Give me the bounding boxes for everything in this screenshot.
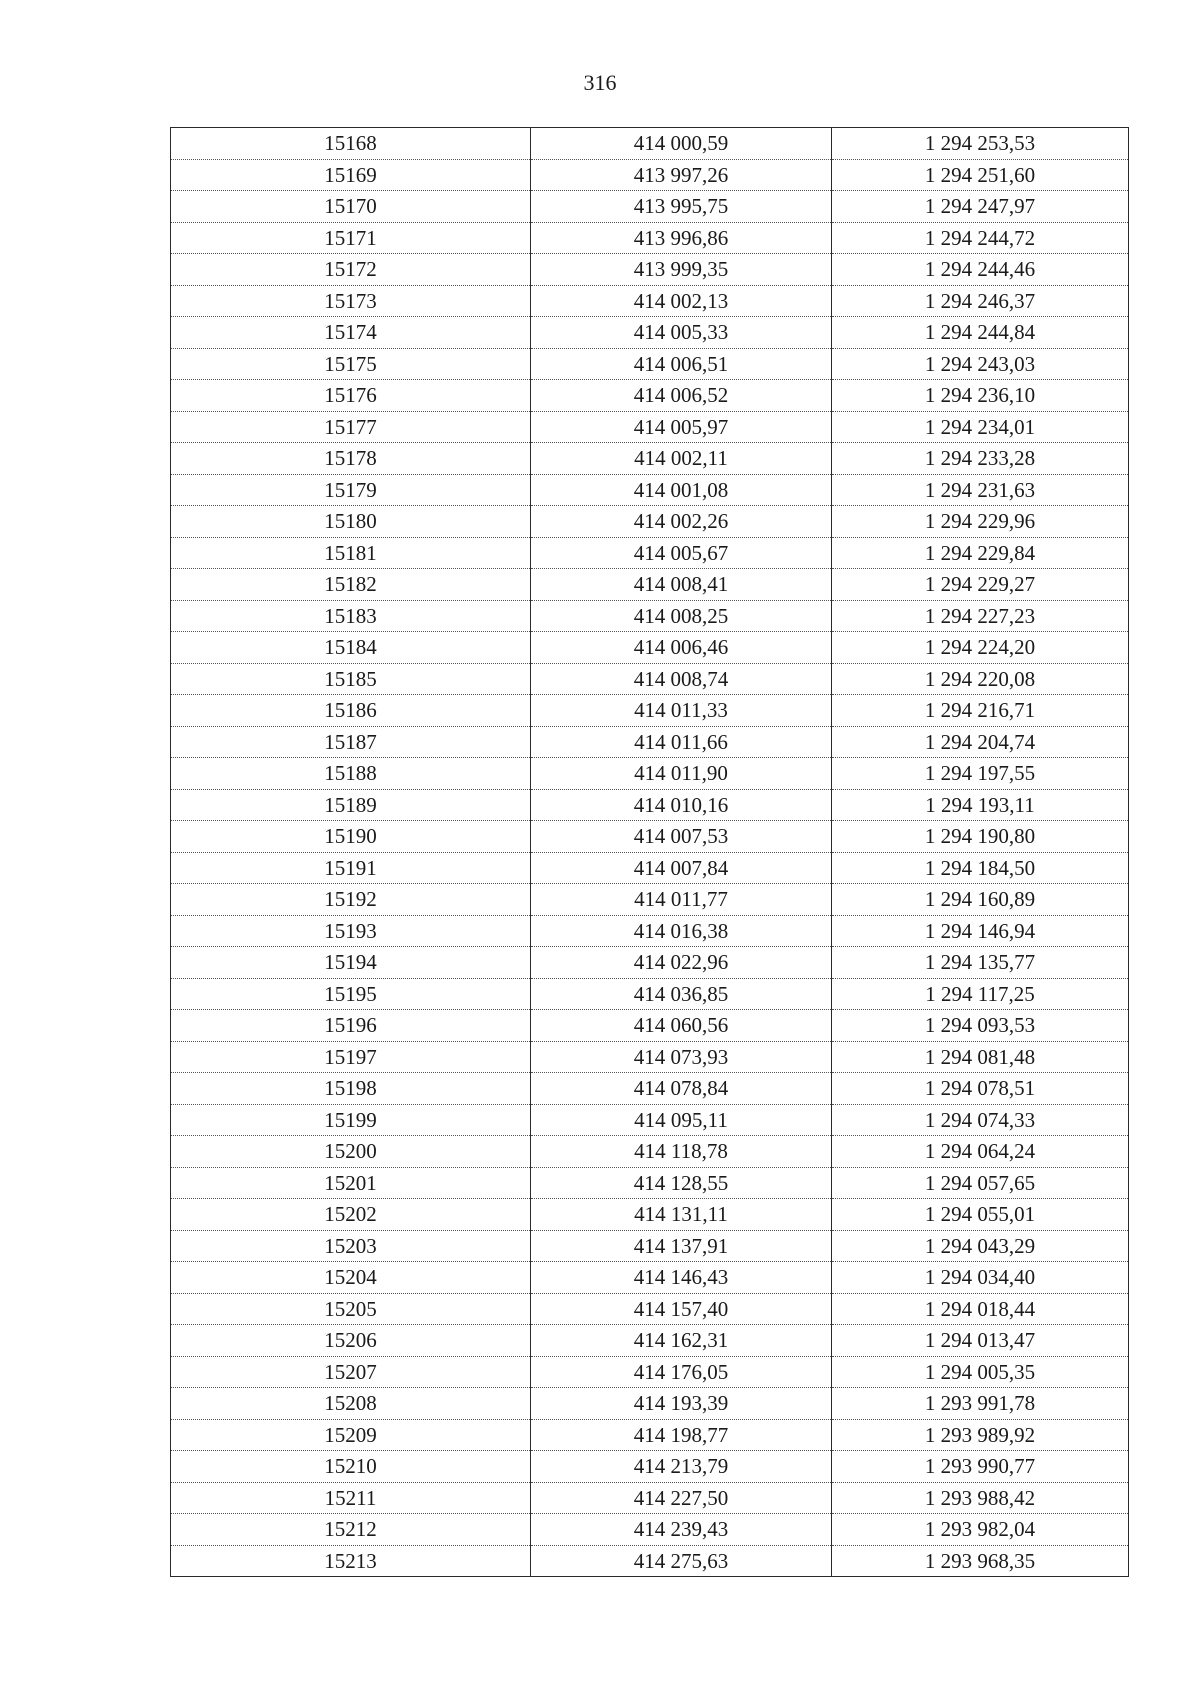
point-number-cell: 15196 (171, 1010, 531, 1042)
table-row (171, 159, 1129, 191)
x-coordinate-cell: 414 157,40 (531, 1293, 832, 1325)
x-coordinate-cell: 414 007,84 (531, 852, 832, 884)
y-coordinate-cell: 1 294 081,48 (832, 1041, 1129, 1073)
point-number-cell: 15211 (171, 1482, 531, 1514)
x-coordinate-cell: 414 006,52 (531, 380, 832, 412)
table-row (171, 1451, 1129, 1483)
y-coordinate-cell: 1 294 227,23 (832, 600, 1129, 632)
table-row (171, 1356, 1129, 1388)
x-coordinate-cell: 413 995,75 (531, 191, 832, 223)
y-coordinate-cell: 1 294 034,40 (832, 1262, 1129, 1294)
table-row (171, 632, 1129, 664)
table-row (171, 884, 1129, 916)
point-number-cell: 15182 (171, 569, 531, 601)
x-coordinate-cell: 414 022,96 (531, 947, 832, 979)
table-row (171, 1545, 1129, 1577)
table-row (171, 285, 1129, 317)
x-coordinate-cell: 414 002,13 (531, 285, 832, 317)
table-row (171, 1073, 1129, 1105)
y-coordinate-cell: 1 294 146,94 (832, 915, 1129, 947)
x-coordinate-cell: 414 073,93 (531, 1041, 832, 1073)
table-row (171, 1482, 1129, 1514)
point-number-cell: 15185 (171, 663, 531, 695)
y-coordinate-cell: 1 294 043,29 (832, 1230, 1129, 1262)
point-number-cell: 15199 (171, 1104, 531, 1136)
point-number-cell: 15179 (171, 474, 531, 506)
point-number-cell: 15186 (171, 695, 531, 727)
x-coordinate-cell: 413 996,86 (531, 222, 832, 254)
x-coordinate-cell: 414 000,59 (531, 128, 832, 160)
y-coordinate-cell: 1 294 244,72 (832, 222, 1129, 254)
table-row (171, 569, 1129, 601)
point-number-cell: 15206 (171, 1325, 531, 1357)
point-number-cell: 15189 (171, 789, 531, 821)
table-row (171, 317, 1129, 349)
x-coordinate-cell: 414 162,31 (531, 1325, 832, 1357)
table-row (171, 254, 1129, 286)
x-coordinate-cell: 414 213,79 (531, 1451, 832, 1483)
table-row (171, 1010, 1129, 1042)
table-row (171, 411, 1129, 443)
point-number-cell: 15183 (171, 600, 531, 632)
y-coordinate-cell: 1 294 117,25 (832, 978, 1129, 1010)
x-coordinate-cell: 414 146,43 (531, 1262, 832, 1294)
table-row (171, 1325, 1129, 1357)
y-coordinate-cell: 1 294 193,11 (832, 789, 1129, 821)
x-coordinate-cell: 414 010,16 (531, 789, 832, 821)
x-coordinate-cell: 414 016,38 (531, 915, 832, 947)
x-coordinate-cell: 414 011,77 (531, 884, 832, 916)
point-number-cell: 15205 (171, 1293, 531, 1325)
y-coordinate-cell: 1 294 160,89 (832, 884, 1129, 916)
x-coordinate-cell: 414 011,90 (531, 758, 832, 790)
y-coordinate-cell: 1 294 244,84 (832, 317, 1129, 349)
x-coordinate-cell: 414 005,33 (531, 317, 832, 349)
point-number-cell: 15198 (171, 1073, 531, 1105)
table-row (171, 758, 1129, 790)
table-row (171, 1293, 1129, 1325)
y-coordinate-cell: 1 293 989,92 (832, 1419, 1129, 1451)
table-row (171, 348, 1129, 380)
x-coordinate-cell: 414 239,43 (531, 1514, 832, 1546)
y-coordinate-cell: 1 294 135,77 (832, 947, 1129, 979)
y-coordinate-cell: 1 294 224,20 (832, 632, 1129, 664)
point-number-cell: 15171 (171, 222, 531, 254)
table-row (171, 191, 1129, 223)
y-coordinate-cell: 1 293 991,78 (832, 1388, 1129, 1420)
table-row (171, 1514, 1129, 1546)
point-number-cell: 15192 (171, 884, 531, 916)
y-coordinate-cell: 1 294 244,46 (832, 254, 1129, 286)
x-coordinate-cell: 414 008,25 (531, 600, 832, 632)
point-number-cell: 15195 (171, 978, 531, 1010)
x-coordinate-cell: 414 011,66 (531, 726, 832, 758)
point-number-cell: 15190 (171, 821, 531, 853)
x-coordinate-cell: 414 002,26 (531, 506, 832, 538)
point-number-cell: 15188 (171, 758, 531, 790)
point-number-cell: 15202 (171, 1199, 531, 1231)
point-number-cell: 15203 (171, 1230, 531, 1262)
table-row (171, 663, 1129, 695)
y-coordinate-cell: 1 294 233,28 (832, 443, 1129, 475)
point-number-cell: 15168 (171, 128, 531, 160)
y-coordinate-cell: 1 294 253,53 (832, 128, 1129, 160)
table-row (171, 474, 1129, 506)
point-number-cell: 15209 (171, 1419, 531, 1451)
y-coordinate-cell: 1 294 229,84 (832, 537, 1129, 569)
y-coordinate-cell: 1 294 234,01 (832, 411, 1129, 443)
y-coordinate-cell: 1 294 197,55 (832, 758, 1129, 790)
point-number-cell: 15172 (171, 254, 531, 286)
point-number-cell: 15177 (171, 411, 531, 443)
table-row (171, 1104, 1129, 1136)
table-row (171, 128, 1129, 160)
coordinates-table (170, 127, 1129, 1577)
y-coordinate-cell: 1 294 005,35 (832, 1356, 1129, 1388)
table-row (171, 726, 1129, 758)
x-coordinate-cell: 414 176,05 (531, 1356, 832, 1388)
point-number-cell: 15200 (171, 1136, 531, 1168)
y-coordinate-cell: 1 294 064,24 (832, 1136, 1129, 1168)
point-number-cell: 15181 (171, 537, 531, 569)
point-number-cell: 15169 (171, 159, 531, 191)
table-row (171, 789, 1129, 821)
point-number-cell: 15204 (171, 1262, 531, 1294)
table-row (171, 947, 1129, 979)
point-number-cell: 15207 (171, 1356, 531, 1388)
y-coordinate-cell: 1 294 057,65 (832, 1167, 1129, 1199)
table-row (171, 695, 1129, 727)
x-coordinate-cell: 414 011,33 (531, 695, 832, 727)
table-row (171, 1262, 1129, 1294)
x-coordinate-cell: 414 001,08 (531, 474, 832, 506)
y-coordinate-cell: 1 294 190,80 (832, 821, 1129, 853)
y-coordinate-cell: 1 293 968,35 (832, 1545, 1129, 1577)
y-coordinate-cell: 1 294 251,60 (832, 159, 1129, 191)
x-coordinate-cell: 414 006,51 (531, 348, 832, 380)
table-row (171, 1230, 1129, 1262)
table-row (171, 380, 1129, 412)
point-number-cell: 15191 (171, 852, 531, 884)
y-coordinate-cell: 1 294 246,37 (832, 285, 1129, 317)
table-row (171, 1136, 1129, 1168)
x-coordinate-cell: 414 227,50 (531, 1482, 832, 1514)
point-number-cell: 15187 (171, 726, 531, 758)
point-number-cell: 15208 (171, 1388, 531, 1420)
table-row (171, 443, 1129, 475)
x-coordinate-cell: 414 002,11 (531, 443, 832, 475)
y-coordinate-cell: 1 294 074,33 (832, 1104, 1129, 1136)
x-coordinate-cell: 414 007,53 (531, 821, 832, 853)
y-coordinate-cell: 1 294 013,47 (832, 1325, 1129, 1357)
y-coordinate-cell: 1 294 236,10 (832, 380, 1129, 412)
y-coordinate-cell: 1 294 184,50 (832, 852, 1129, 884)
y-coordinate-cell: 1 294 093,53 (832, 1010, 1129, 1042)
y-coordinate-cell: 1 294 247,97 (832, 191, 1129, 223)
point-number-cell: 15194 (171, 947, 531, 979)
point-number-cell: 15170 (171, 191, 531, 223)
table-row (171, 915, 1129, 947)
table-row (171, 1199, 1129, 1231)
x-coordinate-cell: 414 193,39 (531, 1388, 832, 1420)
x-coordinate-cell: 414 137,91 (531, 1230, 832, 1262)
x-coordinate-cell: 414 008,41 (531, 569, 832, 601)
point-number-cell: 15178 (171, 443, 531, 475)
point-number-cell: 15184 (171, 632, 531, 664)
table-row (171, 821, 1129, 853)
y-coordinate-cell: 1 294 243,03 (832, 348, 1129, 380)
table-row (171, 978, 1129, 1010)
x-coordinate-cell: 414 078,84 (531, 1073, 832, 1105)
table-row (171, 600, 1129, 632)
x-coordinate-cell: 414 095,11 (531, 1104, 832, 1136)
x-coordinate-cell: 414 275,63 (531, 1545, 832, 1577)
page-number: 316 (583, 70, 617, 95)
y-coordinate-cell: 1 294 078,51 (832, 1073, 1129, 1105)
y-coordinate-cell: 1 293 990,77 (832, 1451, 1129, 1483)
y-coordinate-cell: 1 294 055,01 (832, 1199, 1129, 1231)
table-row (171, 506, 1129, 538)
y-coordinate-cell: 1 293 982,04 (832, 1514, 1129, 1546)
point-number-cell: 15193 (171, 915, 531, 947)
y-coordinate-cell: 1 294 216,71 (832, 695, 1129, 727)
point-number-cell: 15173 (171, 285, 531, 317)
point-number-cell: 15197 (171, 1041, 531, 1073)
x-coordinate-cell: 414 005,67 (531, 537, 832, 569)
x-coordinate-cell: 414 036,85 (531, 978, 832, 1010)
coordinates-table-body (171, 128, 1129, 1577)
point-number-cell: 15174 (171, 317, 531, 349)
y-coordinate-cell: 1 294 220,08 (832, 663, 1129, 695)
x-coordinate-cell: 414 198,77 (531, 1419, 832, 1451)
point-number-cell: 15175 (171, 348, 531, 380)
table-row (171, 852, 1129, 884)
table-row (171, 537, 1129, 569)
x-coordinate-cell: 414 006,46 (531, 632, 832, 664)
x-coordinate-cell: 414 128,55 (531, 1167, 832, 1199)
y-coordinate-cell: 1 293 988,42 (832, 1482, 1129, 1514)
x-coordinate-cell: 413 999,35 (531, 254, 832, 286)
y-coordinate-cell: 1 294 229,96 (832, 506, 1129, 538)
x-coordinate-cell: 414 118,78 (531, 1136, 832, 1168)
point-number-cell: 15212 (171, 1514, 531, 1546)
x-coordinate-cell: 414 005,97 (531, 411, 832, 443)
point-number-cell: 15210 (171, 1451, 531, 1483)
point-number-cell: 15201 (171, 1167, 531, 1199)
y-coordinate-cell: 1 294 229,27 (832, 569, 1129, 601)
table-row (171, 222, 1129, 254)
point-number-cell: 15180 (171, 506, 531, 538)
table-row (171, 1419, 1129, 1451)
y-coordinate-cell: 1 294 018,44 (832, 1293, 1129, 1325)
y-coordinate-cell: 1 294 231,63 (832, 474, 1129, 506)
y-coordinate-cell: 1 294 204,74 (832, 726, 1129, 758)
point-number-cell: 15213 (171, 1545, 531, 1577)
point-number-cell: 15176 (171, 380, 531, 412)
x-coordinate-cell: 414 131,11 (531, 1199, 832, 1231)
x-coordinate-cell: 414 060,56 (531, 1010, 832, 1042)
table-row (171, 1388, 1129, 1420)
x-coordinate-cell: 413 997,26 (531, 159, 832, 191)
table-row (171, 1167, 1129, 1199)
table-row (171, 1041, 1129, 1073)
x-coordinate-cell: 414 008,74 (531, 663, 832, 695)
